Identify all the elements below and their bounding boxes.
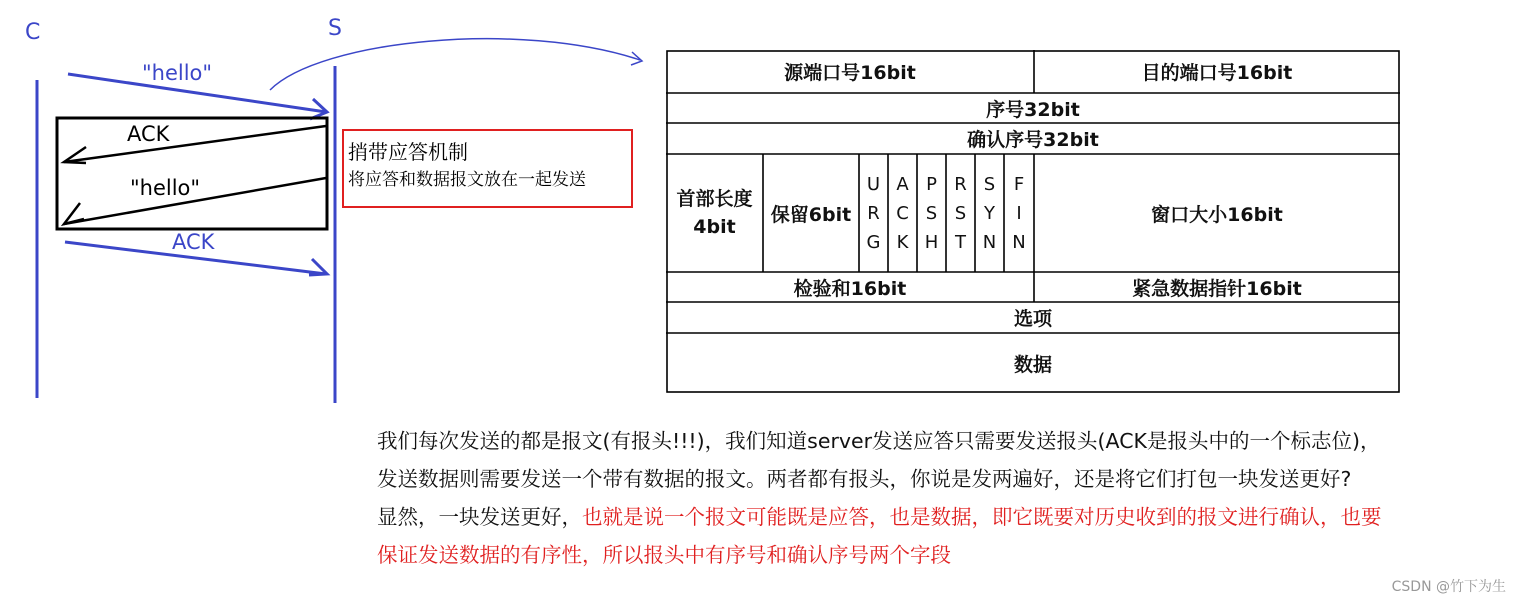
client-label: C [25,20,41,45]
header-length-line2: 4bit [693,216,736,238]
watermark: CSDN @竹下为生 [1391,579,1506,595]
flag-letter: S [983,173,996,195]
ack-seq-cell: 确认序号32bit [967,129,1099,151]
ack-label-1: ACK [127,122,170,146]
flag-letter: U [866,173,881,195]
flag-letter: G [866,231,881,253]
explanation-line-2: 发送数据则需要发送一个带有数据的报文。两者都有报头，你说是发两遍好，还是将它们打包一块发送更好? [377,467,1352,491]
server-label: S [328,16,342,41]
flag-letter: P [926,173,937,195]
explanation-line-3-red: 也就是说一个报文可能既是应答，也是数据，即它既要对历史收到的报文进行确认，也要 [582,505,1382,529]
flag-fin-cell [1004,154,1034,272]
flag-letter: S [954,202,967,224]
hello-label-2: "hello" [130,176,201,200]
flag-letter: R [867,202,880,224]
ack-arrow-1 [64,126,326,163]
window-size-cell: 窗口大小16bit [1151,203,1283,226]
flag-ack-cell [888,154,917,272]
flag-letter: R [954,173,967,195]
flag-letter: N [1012,231,1026,253]
flag-syn-cell [975,154,1004,272]
checksum-cell: 检验和16bit [793,277,907,300]
flag-letter: H [924,231,939,253]
flag-letter: A [896,173,909,195]
hello-label-1: "hello" [142,61,213,85]
flag-urg-cell [859,154,888,272]
flag-letter: S [925,202,938,224]
note-title: 捎带应答机制 [348,140,468,164]
flag-rst-cell [946,154,975,272]
flag-letter: Y [984,202,995,224]
explanation-line-3-black: 显然，一块发送更好， [377,505,582,529]
explanation-line-4: 保证发送数据的有序性，所以报头中有序号和确认序号两个字段 [377,543,951,567]
curved-pointer-arrow [270,39,642,90]
flag-letter: N [982,231,997,253]
ack-label-2: ACK [172,230,215,254]
src-port-cell: 源端口号16bit [784,62,916,84]
explanation-line-1: 我们每次发送的都是报文(有报头!!!)，我们知道server发送应答只需要发送报头(ACK是报头中的一个标志位)， [377,429,1381,453]
data-cell: 数据 [1013,353,1052,376]
flag-letter: F [1013,173,1025,195]
urgent-pointer-cell: 紧急数据指针16bit [1132,277,1302,300]
flag-letter: C [896,202,909,224]
header-length-cell [666,154,763,272]
explanation-line-3 [377,498,1517,536]
reserved-cell: 保留6bit [770,203,852,226]
options-cell: 选项 [1013,308,1052,330]
flag-psh-cell [917,154,946,272]
seq-cell: 序号32bit [986,98,1080,121]
dst-port-cell: 目的端口号16bit [1141,62,1293,84]
explanation-paragraph [377,422,1517,574]
piggyback-box [57,118,327,229]
flag-letter: I [1016,202,1022,224]
note-description: 将应答和数据报文放在一起发送 [348,170,586,190]
sequence-diagram [0,0,700,420]
header-length-line1: 首部长度 [676,188,753,210]
tcp-header-table [666,50,1400,393]
flag-letter: T [955,231,966,253]
flag-letter: K [896,231,909,253]
piggyback-note [342,129,633,208]
